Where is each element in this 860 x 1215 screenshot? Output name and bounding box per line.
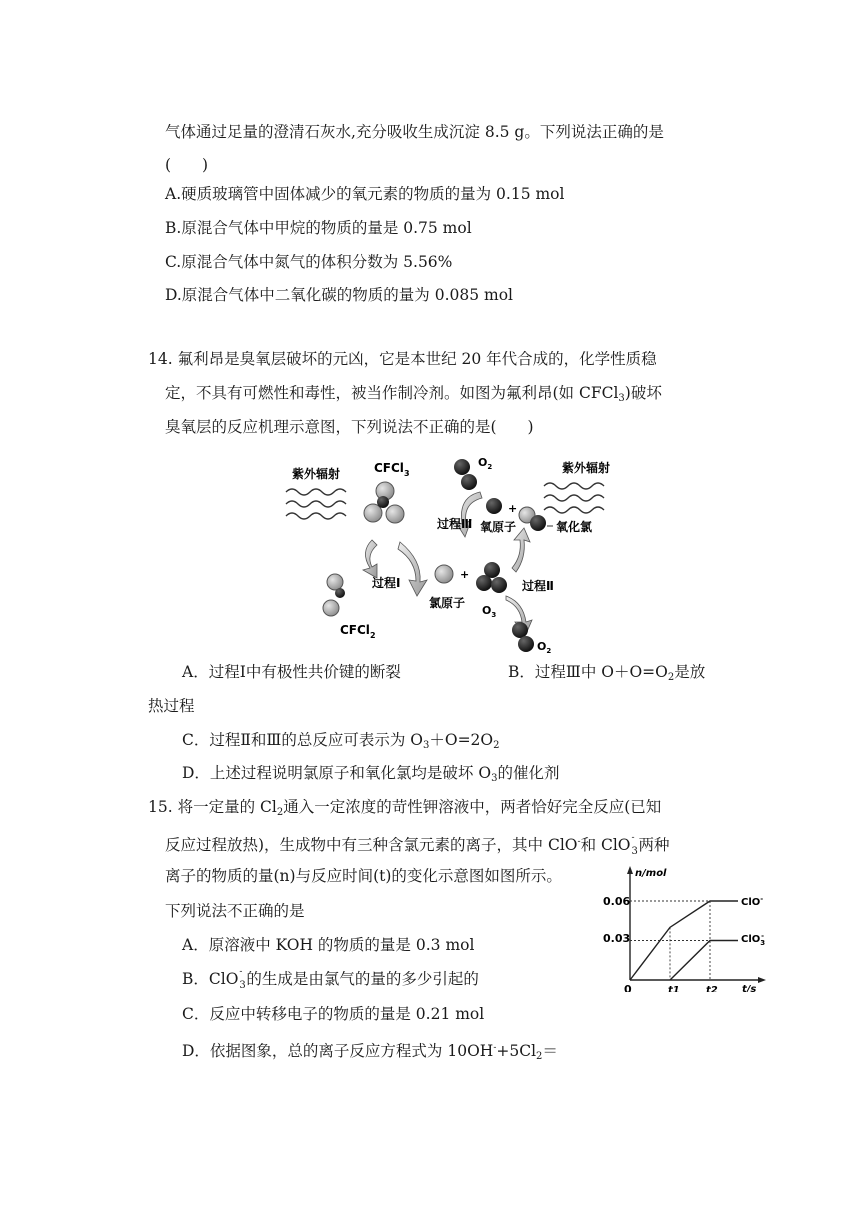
o-atom [486, 498, 502, 514]
cl-atom-label: 氯原子 [429, 596, 466, 610]
q15-stem-line2-sup: - [577, 837, 581, 847]
uv-left-label: 紫外辐射 [292, 467, 341, 481]
y-axis-label: n/mol [635, 868, 667, 879]
q13-option-d: D.原混合气体中二氧化碳的物质的量为 0.085 mol [165, 286, 514, 304]
q14-stem-line2 [165, 383, 662, 409]
q14-option-b-sub: 2 [667, 672, 675, 683]
q14-stem-line2-sub: 3 [618, 393, 625, 404]
q15-option-d-a: D．依据图象，总的离子反应方程式为 10OH [182, 1042, 494, 1060]
q13-answer-paren: ( ) [165, 156, 209, 174]
q15-option-b-sup: - [239, 967, 243, 977]
cfcl3-label: CFCl$_3$ [374, 461, 410, 478]
ozone-mechanism-diagram [282, 452, 612, 662]
q15-stem-line3: 离子的物质的量(n)与反应时间(t)的变化示意图如图所示。 [165, 867, 562, 885]
o2-top-label: $O_2$ [478, 456, 493, 471]
uv-left-waves [286, 489, 346, 519]
q14-stem-line2-end: )破坏 [624, 384, 662, 402]
q14-stem-line1: 14. 氟利昂是臭氧层破坏的元凶，它是本世纪 20 年代合成的，化学性质稳 [148, 350, 657, 368]
cfcl3-molecule [364, 482, 404, 523]
q15-stem-line1 [148, 797, 661, 823]
y-axis-arrow [627, 866, 633, 874]
q15-stem-line1-sub: 2 [276, 807, 284, 818]
x-tick-0: 0 [624, 983, 632, 992]
q15-option-a: A．原溶液中 KOH 的物质的量是 0.3 mol [182, 936, 475, 954]
q15-stem-line2-b: 和 ClO [580, 836, 631, 854]
x-axis-label: t/s [742, 984, 757, 992]
q14-option-b-end: 是放 [674, 663, 706, 681]
y-tick-003: 0.03 [603, 932, 631, 945]
q14-option-c-sub2: 2 [493, 740, 500, 751]
clo-molecule [519, 507, 546, 531]
q14-option-d-text: D．上述过程说明氯原子和氧化氯均是破坏 O [182, 764, 492, 782]
o2-bottom-molecule [512, 622, 534, 652]
q14-option-d [182, 763, 559, 789]
q15-option-b [182, 969, 479, 989]
process2-label: 过程Ⅱ [522, 579, 554, 593]
cfcl2-label: CFCl$_2$ [340, 623, 376, 640]
cfcl2-molecule [323, 574, 345, 616]
q15-option-b-b: 的生成是由氯气的量的多少引起的 [246, 970, 479, 988]
q15-line-chart [600, 862, 780, 992]
plus-middle: + [460, 568, 470, 581]
o3-label: $O_3$ [482, 604, 497, 619]
cl-atom [435, 565, 453, 583]
y-tick-006: 0.06 [603, 895, 631, 908]
q15-stem-line2-a: 反应过程放热)，生成物中有三种含氯元素的离子，其中 ClO [165, 836, 578, 854]
process1-curl-arrow [363, 540, 377, 578]
q15-option-d-sup: - [493, 1043, 497, 1053]
q15-stem-line4: 下列说法不正确的是 [165, 902, 305, 920]
q13-option-b: B.原混合气体中甲烷的物质的量是 0.75 mol [165, 219, 472, 237]
process2-up-arrow [512, 528, 530, 572]
o3-molecule [476, 562, 507, 593]
o2-top-molecule [454, 459, 477, 490]
q14-option-c-mid: ＋O=2O [429, 731, 494, 749]
o2-bottom-label: $O_2$ [537, 640, 552, 655]
q13-option-a: A.硬质玻璃管中固体减少的氧元素的物质的量为 0.15 mol [165, 185, 565, 203]
uv-right-waves [544, 483, 604, 513]
q14-stem-line3: 臭氧层的反应机理示意图，下列说法不正确的是( ) [165, 418, 534, 436]
series-label-clo3: ClO$_3$- [741, 932, 766, 947]
q14-option-c [182, 730, 500, 756]
q15-stem-line1-a: 15. 将一定量的 Cl [148, 798, 277, 816]
q14-option-d-sub: 3 [491, 773, 498, 784]
q15-option-c: C．反应中转移电子的物质的量是 0.21 mol [182, 1005, 485, 1023]
q13-option-c: C.原混合气体中氮气的体积分数为 5.56% [165, 253, 453, 271]
o-atom-label: 氧原子 [480, 520, 517, 534]
q14-option-b-text: B．过程Ⅲ中 O＋O=O [508, 663, 668, 681]
q15-stem-line1-b: 通入一定浓度的苛性钾溶液中，两者恰好完全反应(已知 [283, 798, 662, 816]
q15-stem-line2-sub: 3 [631, 846, 638, 857]
series-label-clo: ClO- [741, 895, 764, 908]
q15-stem-line2 [165, 832, 670, 855]
q15-option-d-sub: 2 [536, 1051, 543, 1062]
q14-option-c-text: C．过程Ⅱ和Ⅲ的总反应可表示为 O [182, 731, 423, 749]
x-axis-arrow [758, 977, 766, 983]
clo-label: 氧化氯 [556, 520, 593, 534]
q14-option-b-wrap: 热过程 [148, 697, 195, 715]
process1-main-arrow [398, 542, 427, 596]
q15-stem-line2-sup2: - [631, 833, 635, 843]
plus-top: + [508, 502, 518, 515]
q15-stem-line2-c: 两种 [638, 836, 670, 854]
q15-option-d-c: ＝ [542, 1042, 558, 1060]
chart-guide-lines [630, 901, 710, 980]
series-line-clo3 [670, 941, 738, 981]
q14-option-c-sub1: 3 [422, 740, 430, 751]
q15-option-b-a: B．ClO [182, 970, 239, 988]
q14-option-a: A．过程Ⅰ中有极性共价键的断裂 [182, 663, 401, 681]
q14-option-b [508, 662, 705, 688]
q15-option-d [182, 1038, 558, 1067]
q13-stem: 气体通过足量的澄清石灰水,充分吸收生成沉淀 8.5 g。下列说法正确的是 [165, 123, 664, 141]
q14-option-d-end: 的催化剂 [497, 764, 560, 782]
q15-option-d-b: +5Cl [496, 1042, 537, 1060]
q14-stem-line2-text: 定，不具有可燃性和毒性，被当作制冷剂。如图为氟利昂(如 CFCl [165, 384, 619, 402]
x-tick-t1: t1 [668, 985, 680, 992]
process3-label: 过程Ⅲ [437, 517, 473, 531]
uv-right-label: 紫外辐射 [562, 461, 611, 475]
x-tick-t2: t2 [706, 985, 718, 992]
q15-option-b-sub: 3 [239, 980, 246, 991]
process1-label: 过程Ⅰ [372, 576, 401, 590]
